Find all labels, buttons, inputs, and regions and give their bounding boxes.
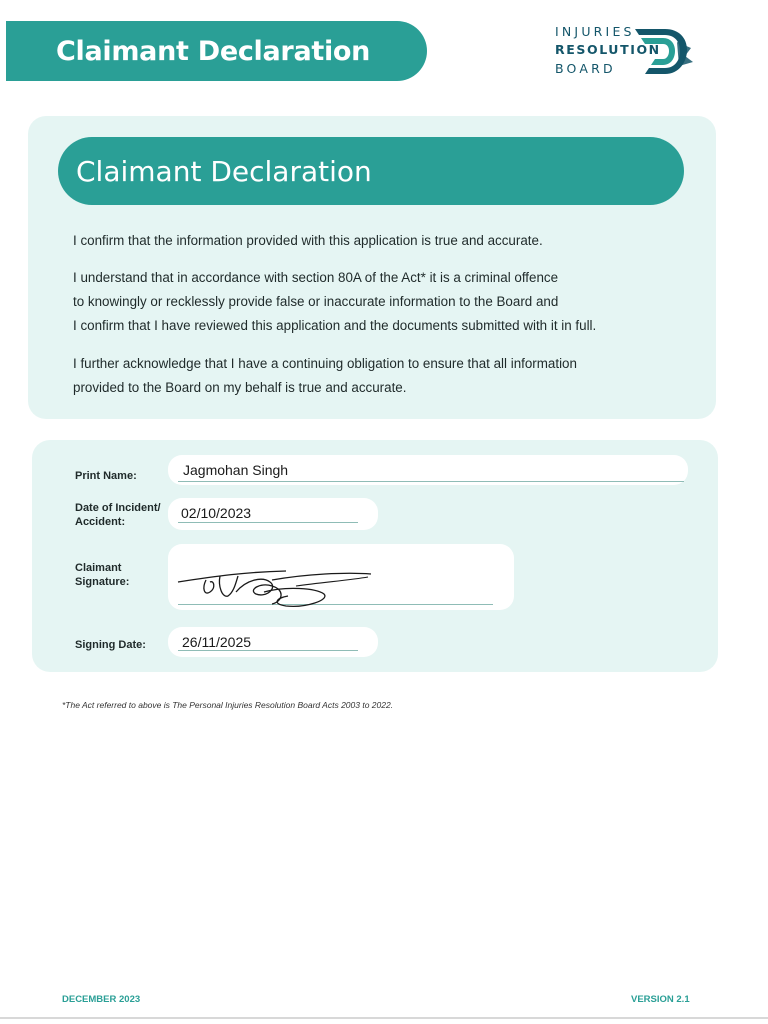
date-of-incident-label-line-1: Date of Incident/ — [75, 502, 161, 514]
declaration-para-3-line-1: I further acknowledge that I have a continuing obligation to ensure that all information — [73, 356, 577, 371]
declaration-title: Claimant Declaration — [76, 154, 372, 188]
irb-logo — [555, 24, 695, 80]
declaration-para-3-line-2: provided to the Board on my behalf is true and accurate. — [73, 380, 407, 395]
handwritten-signature — [176, 562, 376, 614]
logo-line-1: INJURIES — [555, 24, 635, 39]
signature-label-line-2: Signature: — [75, 576, 130, 588]
declaration-para-2-line-1: I understand that in accordance with section 80A of the Act* it is a criminal offence — [73, 270, 559, 285]
signature-label-line-1: Claimant — [75, 562, 122, 574]
date-of-incident-underline — [178, 522, 358, 523]
signing-date-underline — [178, 650, 358, 651]
print-name-underline — [178, 481, 684, 482]
header-banner — [6, 21, 427, 81]
declaration-para-2-line-2: to knowingly or recklessly provide false or inaccurate information to the Board and — [73, 294, 559, 309]
declaration-banner — [58, 137, 684, 205]
declaration-para-1: I confirm that the information provided with this application is true and accurate. — [73, 233, 543, 248]
logo-line-3: BOARD — [555, 61, 616, 76]
logo-line-2: RESOLUTION — [555, 42, 661, 57]
declaration-para-2-line-3: I confirm that I have reviewed this application and the documents submitted with it in full. — [73, 318, 597, 333]
date-of-incident-value: 02/10/2023 — [181, 505, 252, 521]
print-name-value: Jagmohan Singh — [183, 462, 289, 478]
footer-date: DECEMBER 2023 — [62, 994, 141, 1005]
page-title: Claimant Declaration — [56, 35, 371, 67]
signing-date-value: 26/11/2025 — [182, 634, 252, 650]
footnote: *The Act referred to above is The Personal Injuries Resolution Board Acts 2003 to 2022. — [62, 700, 394, 710]
irb-logo-icon — [635, 26, 695, 78]
bottom-divider — [0, 1017, 768, 1019]
date-of-incident-label-line-2: Accident: — [75, 516, 126, 528]
print-name-label: Print Name: — [75, 470, 137, 482]
signing-date-label: Signing Date: — [75, 639, 146, 651]
footer-version: VERSION 2.1 — [631, 994, 690, 1005]
